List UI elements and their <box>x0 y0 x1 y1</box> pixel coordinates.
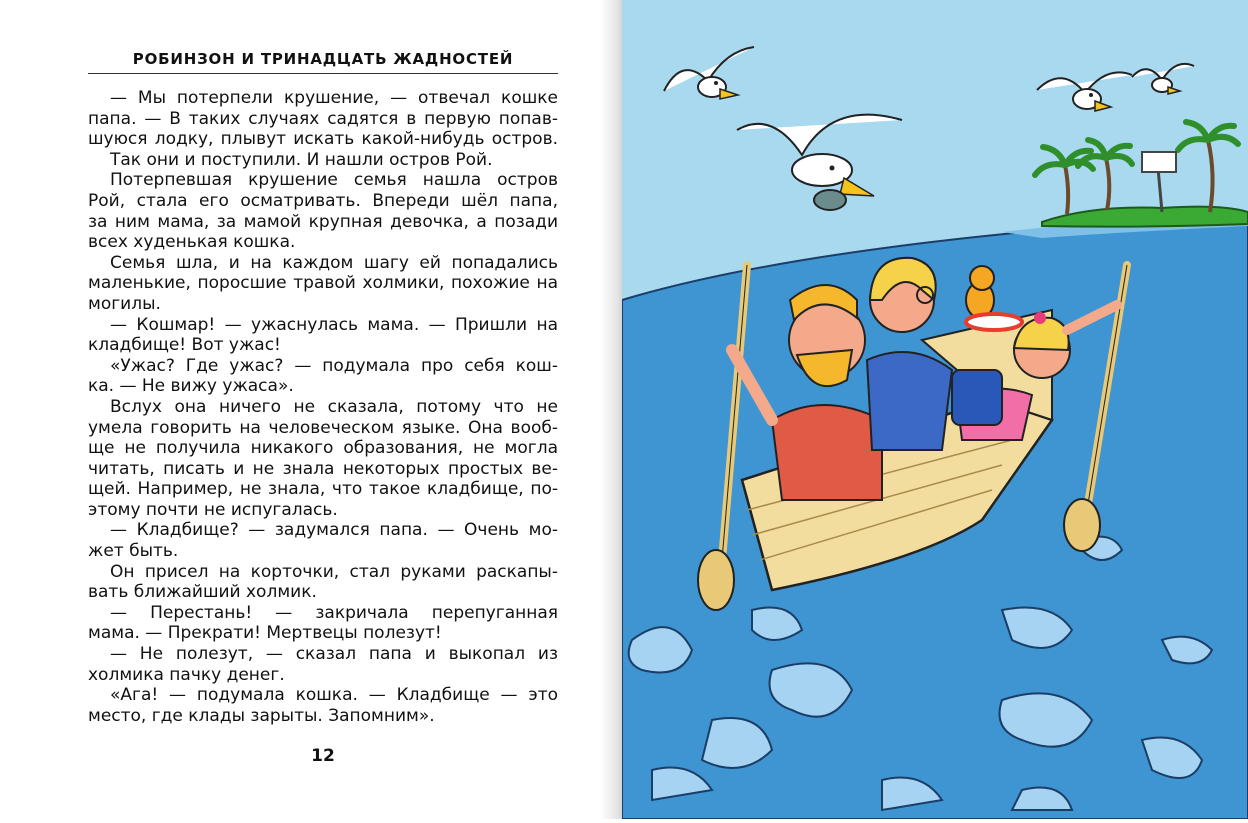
text-line: этому почти не испугалась. <box>88 499 338 520</box>
text-line: — Кошмар! — ужаснулась мама. — Пришли на <box>110 314 558 335</box>
text-line: «Ужас? Где ужас? — подумала про себя кош- <box>110 355 558 376</box>
text-line: кладбище! Вот ужас! <box>88 335 281 356</box>
text-line: Вслух она ничего не сказала, потому что не <box>110 396 558 417</box>
life-ring <box>966 314 1022 330</box>
text-line: папа. — В таких случаях садятся в первую попав- <box>88 108 558 129</box>
text-line: умела говорить на человеческом языке. Она вооб- <box>88 417 558 438</box>
text-line: — Кладбище? — задумался папа. — Очень мо- <box>110 520 558 541</box>
text-line: читать, писать и не знала некоторых простых ве- <box>88 458 558 479</box>
text-line: жет быть. <box>88 541 179 562</box>
header-rule <box>88 73 558 74</box>
text-line: Он присел на корточки, стал руками раскапы- <box>110 561 558 582</box>
text-line: шуюся лодку, плывут искать какой-нибудь остров. <box>88 129 558 150</box>
book-spine <box>600 0 624 819</box>
text-line: «Ага! — подумала кошка. — Кладбище — это <box>110 685 558 706</box>
text-line: вать ближайший холмик. <box>88 582 317 603</box>
text-line: маленькие, поросшие травой холмики, похожие на <box>88 273 558 294</box>
text-line: могилы. <box>88 293 161 314</box>
text-line: щей. Например, не знала, что такое кладбище, по- <box>88 479 558 500</box>
left-page <box>0 0 620 819</box>
text-line: всех худенькая кошка. <box>88 232 296 253</box>
text-line: ще не получила никакого образования, не могла <box>88 438 558 459</box>
text-line: — Мы потерпели крушение, — отвечал кошке <box>110 88 558 108</box>
text-line: место, где клады зарыты. Запомним». <box>88 705 435 726</box>
text-line: — Не полезут, — сказал папа и выкопал из <box>110 644 558 665</box>
page-number: 12 <box>311 746 335 766</box>
text-line: Так они и поступили. И нашли остров Рой. <box>110 149 493 170</box>
illustration-family-in-boat <box>622 0 1248 819</box>
illustration-svg <box>622 0 1248 819</box>
text-line: Рой, стала его осматривать. Впереди шёл папа, <box>88 190 558 211</box>
text-line: мама. — Прекрати! Мертвецы полезут! <box>88 623 442 644</box>
text-line: за ним мама, за мамой крупная девочка, а позади <box>88 211 558 232</box>
running-head: РОБИНЗОН И ТРИНАДЦАТЬ ЖАДНОСТЕЙ <box>132 50 514 68</box>
text-line: холмика пачку денег. <box>88 664 285 685</box>
text-line: Потерпевшая крушение семья нашла остров <box>110 170 558 191</box>
body-text <box>88 88 558 726</box>
fish <box>814 190 846 210</box>
text-line: — Перестань! — закричала перепуганная <box>110 602 558 623</box>
text-line: ка. — Не вижу ужаса». <box>88 376 294 397</box>
text-line: Семья шла, и на каждом шагу ей попадались <box>110 252 558 273</box>
backpack <box>952 370 1002 425</box>
